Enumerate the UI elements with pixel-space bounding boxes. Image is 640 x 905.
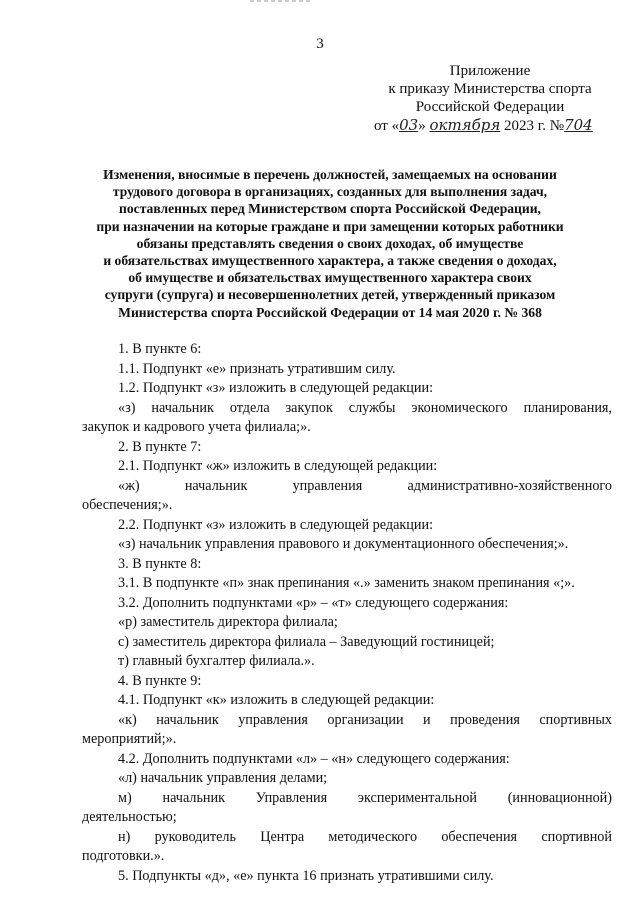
appendix-header — [372, 62, 608, 135]
appendix-line-1: Приложение — [449, 63, 531, 79]
title-line: Изменения, вносимые в перечень должностей, замещаемых на основании — [103, 167, 557, 182]
body-line: «з) начальник управления правового и документационного обеспечения;». — [118, 536, 569, 552]
body-line: 4. В пункте 9: — [118, 672, 202, 689]
body-line: с) заместитель директора филиала – Заведующий гостиницей; — [118, 633, 495, 650]
body-word: «ж) — [118, 477, 140, 494]
body-line: м) начальник Управления экспериментальной (инновационной) — [118, 789, 612, 806]
body-line: 1. В пункте 6: — [118, 341, 202, 357]
body-line: деятельностью; — [82, 809, 177, 825]
body-word: административно-хозяйственного — [407, 477, 612, 494]
body-line: 1.1. Подпункт «е» признать утратившим силу. — [118, 360, 396, 377]
body-word: начальник — [184, 477, 248, 494]
body-line: 3. В пункте 8: — [118, 555, 202, 572]
body-line: обеспечения;». — [82, 497, 173, 513]
handwritten-day: 03 — [399, 116, 419, 134]
title-line: поставленных перед Министерством спорта Российской Федерации, — [119, 201, 541, 217]
body-word: управления — [292, 477, 363, 494]
scan-artifact — [250, 0, 310, 4]
appendix-line-3: Российской Федерации — [415, 99, 565, 115]
title-line: об имуществе и обязательствах имущественного характера своих — [128, 270, 532, 286]
body-line: 5. Подпункты «д», «е» пункта 16 признать утратившими силу. — [118, 867, 494, 884]
body-line: т) главный бухгалтер филиала.». — [118, 653, 315, 669]
body-line: мероприятий;». — [82, 731, 177, 747]
page-number: 3 — [316, 36, 324, 52]
body-line: 4.2. Дополнить подпунктами «л» – «н» следующего содержания: — [118, 750, 510, 767]
body-line: «р) заместитель директора филиала; — [118, 614, 338, 630]
title-line: при назначении на которые граждане и при замещении которых работники — [96, 218, 564, 234]
body-line: 3.2. Дополнить подпунктами «р» – «т» следующего содержания: — [118, 594, 509, 611]
appendix-date-line — [372, 116, 608, 135]
document-body — [82, 340, 612, 886]
date-suffix: 2023 г. № — [504, 118, 565, 134]
handwritten-month: октября — [429, 116, 501, 134]
title-line: Министерства спорта Российской Федерации от 14 мая 2020 г. № 368 — [118, 304, 542, 320]
body-line — [82, 477, 612, 497]
body-line: закупок и кадрового учета филиала;». — [82, 419, 311, 435]
title-line: обязаны представлять сведения о своих доходах, об имуществе — [136, 235, 524, 251]
body-line: 3.1. В подпункте «п» знак препинания «.» заменить знаком препинания «;». — [118, 575, 575, 591]
body-line: 2.1. Подпункт «ж» изложить в следующей редакции: — [118, 458, 438, 474]
document-title — [60, 166, 600, 321]
title-line: и обязательствах имущественного характера, а также сведения о доходах, — [103, 253, 557, 269]
body-line: 2. В пункте 7: — [118, 438, 202, 455]
body-line: подготовки.». — [82, 848, 165, 864]
body-line: 1.2. Подпункт «з» изложить в следующей редакции: — [118, 380, 434, 396]
handwritten-number: 704 — [564, 116, 593, 134]
date-mid: » — [418, 118, 426, 134]
body-line: 4.1. Подпункт «к» изложить в следующей редакции: — [118, 692, 435, 708]
body-line: «л) начальник управления делами; — [118, 770, 328, 786]
body-line: 2.2. Подпункт «з» изложить в следующей редакции: — [118, 516, 434, 533]
body-line: «к) начальник управления организации и проведения спортивных — [118, 711, 612, 728]
title-line: трудового договора в организациях, созданных для выполнения задач, — [112, 184, 548, 200]
title-line: супруги (супруга) и несовершеннолетних детей, утвержденный приказом — [104, 287, 556, 303]
body-line: н) руководитель Центра методического обеспечения спортивной — [118, 828, 612, 845]
body-line: «з) начальник отдела закупок службы экономического планирования, — [118, 399, 612, 416]
appendix-line-2: к приказу Министерства спорта — [388, 81, 592, 97]
date-prefix: от « — [374, 118, 400, 134]
